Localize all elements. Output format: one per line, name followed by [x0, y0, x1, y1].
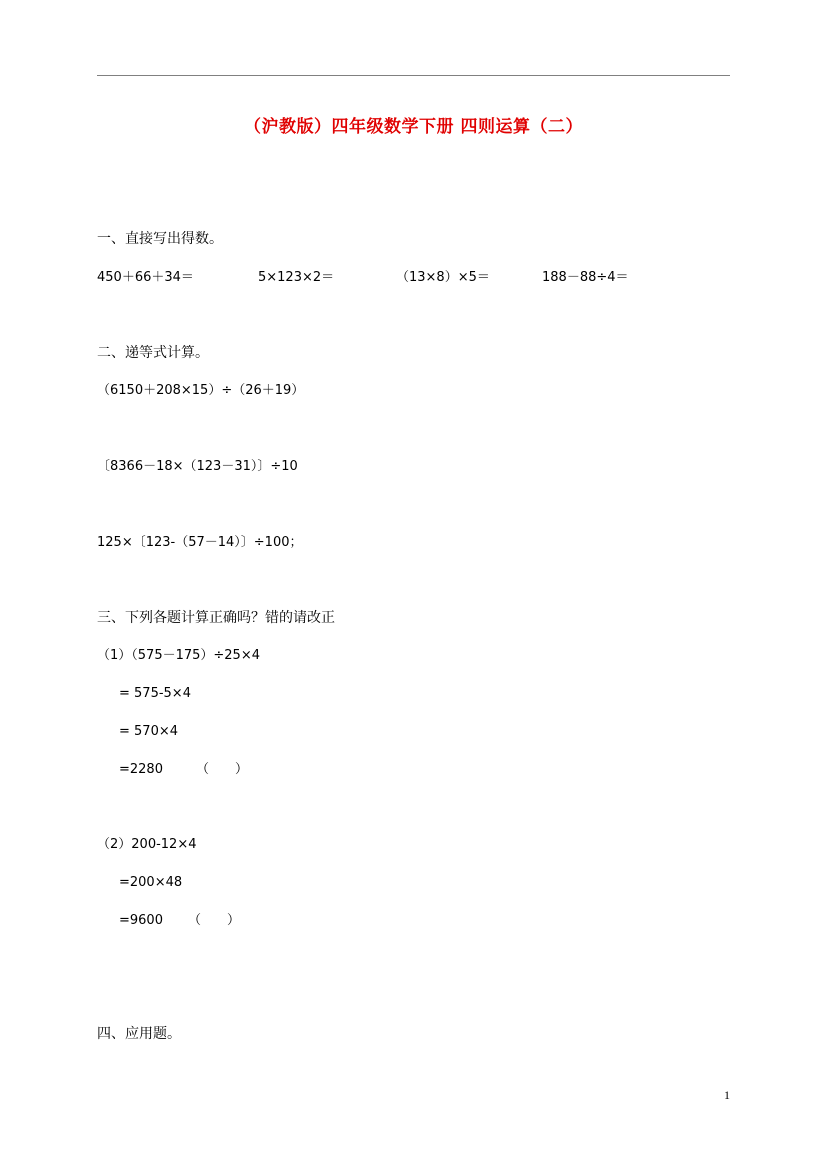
section1-problem-2: 5×123×2＝	[258, 270, 335, 285]
page-number: 1	[724, 1088, 730, 1102]
section3-heading: 三、下列各题计算正确吗？错的请改正	[97, 610, 335, 626]
section2-problem-3: 125×〔123-（57－14）〕÷100；	[97, 535, 303, 550]
section3-q1-expression: （1）（575－175）÷25×4	[97, 648, 260, 663]
section2-heading: 二、递等式计算。	[97, 345, 209, 361]
document-title: （沪教版）四年级数学下册 四则运算（二）	[244, 117, 583, 137]
section4-heading: 四、应用题。	[97, 1026, 181, 1042]
section3-q1-answer-blank: （ ）	[196, 762, 249, 777]
section3-q1-step-1: = 575-5×4	[119, 686, 191, 701]
section2-problem-1: （6150＋208×15）÷（26＋19）	[97, 383, 305, 398]
section3-q1-step-3: =2280	[119, 762, 163, 777]
section1-heading: 一、直接写出得数。	[97, 231, 223, 247]
section3-q2-step-2: =9600	[119, 913, 163, 928]
section3-q2-step-1: =200×48	[119, 875, 183, 890]
section3-q2-answer-blank: （ ）	[188, 913, 241, 928]
section3-q2-expression: （2）200-12×4	[97, 837, 197, 852]
section1-problem-3: （13×8）×5＝	[396, 270, 490, 285]
section2-problem-2: 〔8366－18×（123－31）〕÷10	[97, 459, 298, 474]
header-rule	[97, 75, 730, 76]
section1-problem-1: 450＋66＋34＝	[97, 270, 194, 285]
section1-problem-4: 188－88÷4＝	[542, 270, 629, 285]
section3-q1-step-2: = 570×4	[119, 724, 179, 739]
